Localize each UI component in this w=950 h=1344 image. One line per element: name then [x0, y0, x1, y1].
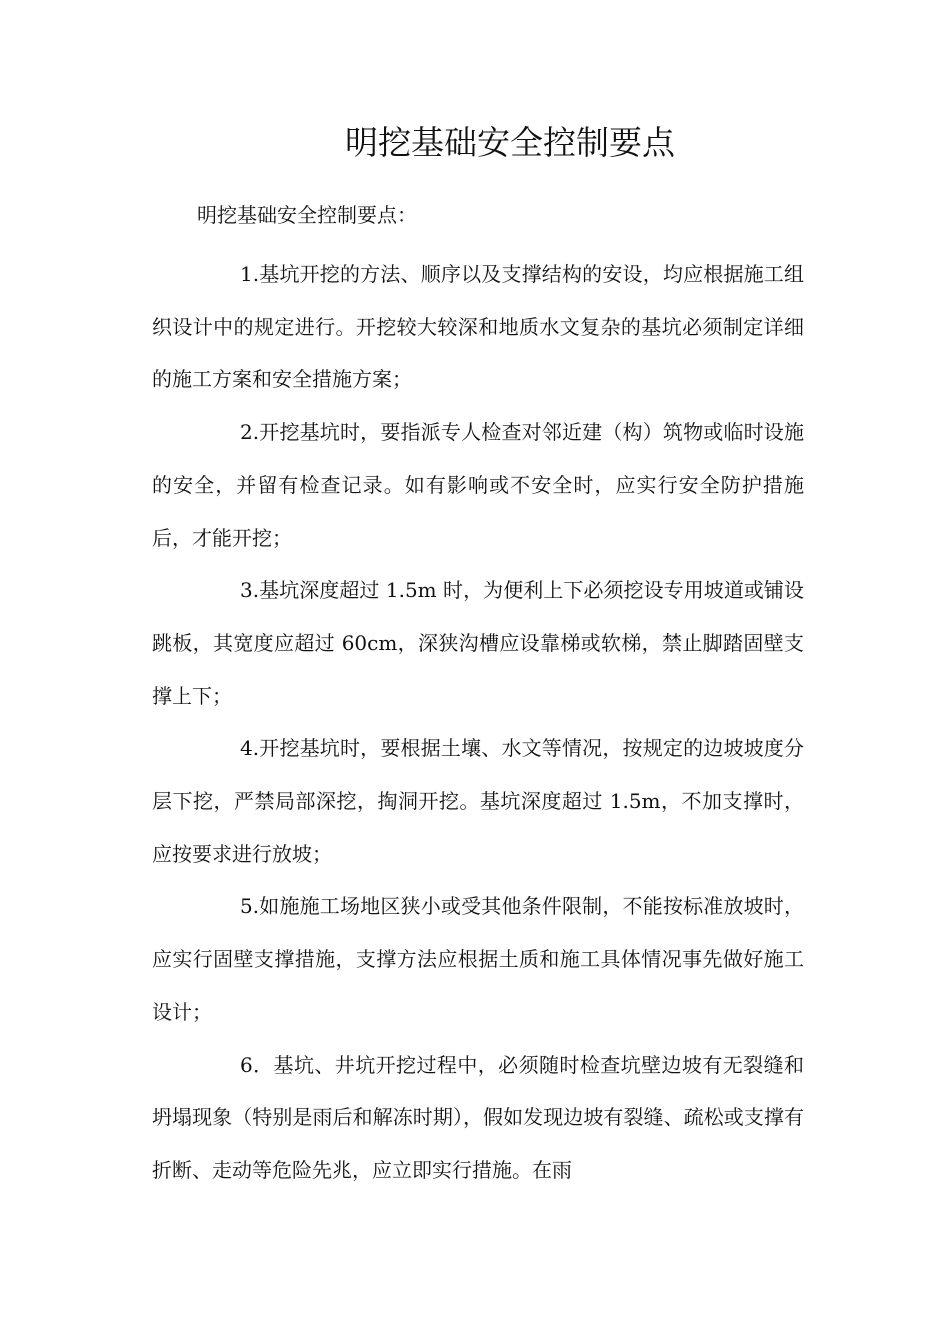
document-title: 明挖基础安全控制要点: [345, 123, 675, 162]
paragraph-1: 1.基坑开挖的方法、顺序以及支撑结构的安设，均应根据施工组织设计中的规定进行。开挖较大较深和地质水文复杂的基坑必须制定详细的施工方案和安全措施方案；: [152, 262, 804, 392]
paragraph-5: 5.如施施工场地区狭小或受其他条件限制，不能按标准放坡时，应实行固壁支撑措施，支撑方法应根据土质和施工具体情况事先做好施工设计；: [152, 894, 804, 1024]
paragraph-4: 4.开挖基坑时，要根据土壤、水文等情况，按规定的边坡坡度分层下挖，严禁局部深挖，掏洞开挖。基坑深度超过 1.5m，不加支撑时，应按要求进行放坡；: [152, 736, 804, 866]
paragraph-6: 6．基坑、井坑开挖过程中，必须随时检查坑壁边坡有无裂缝和坍塌现象（特别是雨后和解冻时期），假如发现边坡有裂缝、疏松或支撑有折断、走动等危险先兆，应立即实行措施。在雨: [152, 1052, 804, 1182]
intro-line: 明挖基础安全控制要点：: [197, 203, 417, 227]
paragraph-3: 3.基坑深度超过 1.5m 时，为便利上下必须挖设专用坡道或铺设跳板，其宽度应超过 60cm，深狭沟槽应设靠梯或软梯，禁止脚踏固壁支撑上下；: [152, 578, 804, 708]
document-body: [152, 248, 804, 1197]
paragraph-2: 2.开挖基坑时，要指派专人检查对邻近建（构）筑物或临时设施的安全，并留有检查记录。如有影响或不安全时，应实行安全防护措施后，才能开挖；: [152, 420, 804, 550]
